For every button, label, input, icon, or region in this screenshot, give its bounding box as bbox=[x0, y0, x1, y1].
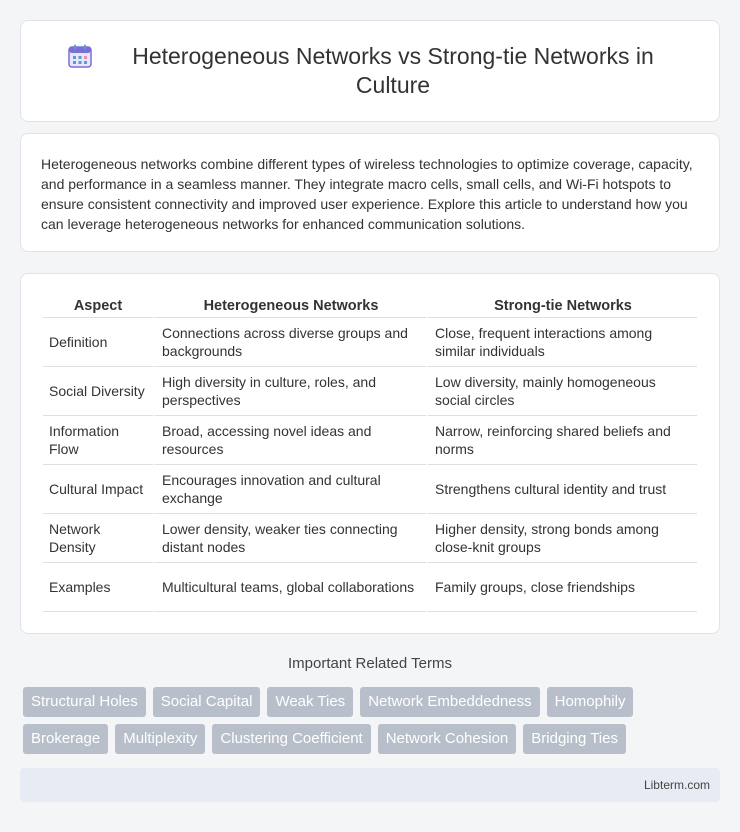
tag-social-capital[interactable]: Social Capital bbox=[153, 687, 261, 717]
table-row bbox=[43, 416, 697, 465]
comparison-table-card bbox=[20, 273, 720, 634]
tag-network-cohesion[interactable]: Network Cohesion bbox=[378, 724, 517, 754]
cell-strong-tie: Low diversity, mainly homogeneous social circles bbox=[426, 367, 697, 416]
header-strong-tie: Strong-tie Networks bbox=[426, 294, 697, 318]
calendar-icon bbox=[67, 43, 93, 69]
cell-heterogeneous: Lower density, weaker ties connecting distant nodes bbox=[153, 514, 426, 563]
cell-heterogeneous: Broad, accessing novel ideas and resources bbox=[153, 416, 426, 465]
cell-aspect: Information Flow bbox=[43, 416, 153, 465]
related-terms-title: Important Related Terms bbox=[288, 655, 452, 672]
cell-aspect: Social Diversity bbox=[43, 367, 153, 416]
page-title: Heterogeneous Networks vs Strong-tie Networks in Culture bbox=[132, 43, 654, 98]
title-wrap bbox=[67, 42, 673, 100]
tag-structural-holes[interactable]: Structural Holes bbox=[23, 687, 146, 717]
cell-strong-tie: Strengthens cultural identity and trust bbox=[426, 465, 697, 514]
table-row bbox=[43, 563, 697, 612]
related-terms-tags bbox=[23, 687, 723, 754]
table-row bbox=[43, 465, 697, 514]
cell-heterogeneous: Connections across diverse groups and backgrounds bbox=[153, 318, 426, 367]
tag-brokerage[interactable]: Brokerage bbox=[23, 724, 108, 754]
cell-heterogeneous: Encourages innovation and cultural exchange bbox=[153, 465, 426, 514]
cell-aspect: Network Density bbox=[43, 514, 153, 563]
header-card bbox=[20, 20, 720, 122]
footer-brand[interactable]: Libterm.com bbox=[643, 778, 710, 792]
cell-heterogeneous: High diversity in culture, roles, and perspectives bbox=[153, 367, 426, 416]
footer bbox=[20, 768, 720, 802]
table-row bbox=[43, 318, 697, 367]
intro-text: Heterogeneous networks combine different types of wireless technologies to optimize coverage, capacity, and performance in a seamless manner. They integrate macro cells, small cells, and Wi-Fi hotspots to ensure consistent connectivity and improved user experience. Explore this article to understand how you can leverage heterogeneous networks for enhanced communication solutions. bbox=[41, 156, 693, 232]
table-row bbox=[43, 514, 697, 563]
table-row bbox=[43, 367, 697, 416]
intro-card bbox=[20, 133, 720, 252]
tag-weak-ties[interactable]: Weak Ties bbox=[267, 687, 353, 717]
tag-homophily[interactable]: Homophily bbox=[547, 687, 634, 717]
tag-clustering-coefficient[interactable]: Clustering Coefficient bbox=[212, 724, 370, 754]
cell-aspect: Definition bbox=[43, 318, 153, 367]
cell-aspect: Examples bbox=[43, 563, 153, 612]
cell-aspect: Cultural Impact bbox=[43, 465, 153, 514]
comparison-table bbox=[43, 294, 697, 612]
cell-heterogeneous: Multicultural teams, global collaborations bbox=[153, 563, 426, 612]
tag-network-embeddedness[interactable]: Network Embeddedness bbox=[360, 687, 539, 717]
cell-strong-tie: Higher density, strong bonds among close-knit groups bbox=[426, 514, 697, 563]
header-heterogeneous: Heterogeneous Networks bbox=[153, 294, 426, 318]
cell-strong-tie: Close, frequent interactions among similar individuals bbox=[426, 318, 697, 367]
tag-multiplexity[interactable]: Multiplexity bbox=[115, 724, 205, 754]
tag-bridging-ties[interactable]: Bridging Ties bbox=[523, 724, 626, 754]
table-header-row bbox=[43, 294, 697, 318]
cell-strong-tie: Narrow, reinforcing shared beliefs and norms bbox=[426, 416, 697, 465]
header-aspect: Aspect bbox=[43, 294, 153, 318]
cell-strong-tie: Family groups, close friendships bbox=[426, 563, 697, 612]
